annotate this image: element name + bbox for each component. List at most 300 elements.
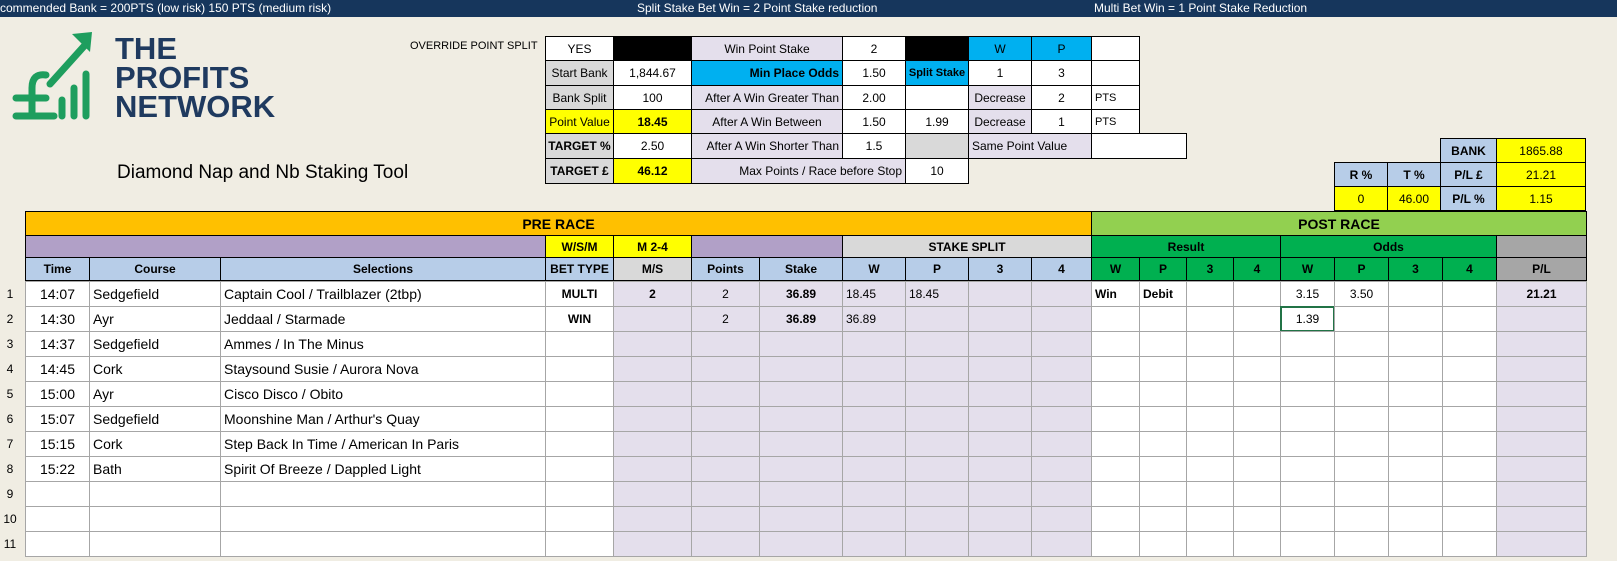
cell-selection[interactable]: Jeddaal / Starmade: [220, 306, 546, 332]
cell-split-w[interactable]: 18.45: [842, 281, 906, 307]
cell-result-w[interactable]: [1091, 331, 1140, 357]
col-course: Course: [89, 257, 221, 281]
cell-odds-p[interactable]: [1334, 531, 1389, 557]
cell-result-w[interactable]: Win: [1091, 281, 1140, 307]
cell-course[interactable]: Cork: [89, 431, 221, 457]
max-points-value[interactable]: 10: [905, 158, 969, 184]
bank-split-value[interactable]: 100: [613, 85, 692, 110]
cell-time[interactable]: 14:30: [25, 306, 90, 332]
data-rows: [0, 281, 1617, 561]
cell-stake[interactable]: [759, 381, 843, 407]
post-race-header: POST RACE: [1091, 211, 1587, 236]
cell-split-p[interactable]: [905, 506, 969, 532]
cell-split-p[interactable]: [905, 431, 969, 457]
cell-split-3[interactable]: [968, 481, 1032, 507]
col-split-3: 3: [968, 257, 1032, 281]
cell-course[interactable]: Sedgefield: [89, 281, 221, 307]
col-split-4: 4: [1031, 257, 1092, 281]
row-number: 4: [6, 362, 14, 376]
cell-points[interactable]: 2: [691, 306, 760, 332]
cell-course[interactable]: [89, 481, 221, 507]
empty-cell: [905, 133, 969, 159]
cell-pl[interactable]: [1496, 531, 1587, 557]
row-number: 8: [6, 462, 14, 476]
cell-split-3[interactable]: [968, 431, 1032, 457]
cell-bet-type[interactable]: [545, 431, 614, 457]
cell-stake[interactable]: [759, 356, 843, 382]
cell-result-p[interactable]: [1139, 456, 1187, 482]
cell-odds-w[interactable]: [1280, 406, 1335, 432]
cell-bet-type[interactable]: [545, 481, 614, 507]
cell-time[interactable]: 14:45: [25, 356, 90, 382]
col-odds-4: 4: [1442, 257, 1497, 281]
cell-result-4[interactable]: [1233, 356, 1281, 382]
cell-points[interactable]: [691, 381, 760, 407]
cell-odds-p[interactable]: [1334, 481, 1389, 507]
cell-ms[interactable]: [613, 331, 692, 357]
cell-pl[interactable]: [1496, 431, 1587, 457]
cell-bet-type[interactable]: [545, 331, 614, 357]
logo-line-2: PROFITS: [115, 60, 250, 95]
cell-odds-w[interactable]: [1280, 456, 1335, 482]
cell-odds-3[interactable]: [1388, 281, 1443, 307]
decrease-value-1[interactable]: 2: [1031, 85, 1092, 110]
cell-pl[interactable]: [1496, 456, 1587, 482]
row-number: 9: [6, 487, 14, 501]
cell-result-w[interactable]: [1091, 356, 1140, 382]
cell-ms[interactable]: [613, 431, 692, 457]
cell-result-4[interactable]: [1233, 281, 1281, 307]
cell-result-p[interactable]: [1139, 331, 1187, 357]
cell-ms[interactable]: [613, 406, 692, 432]
cell-points[interactable]: [691, 506, 760, 532]
cell-result-4[interactable]: [1233, 431, 1281, 457]
cell-odds-4[interactable]: [1442, 506, 1497, 532]
cell-split-p[interactable]: [905, 481, 969, 507]
cell-split-4[interactable]: [1031, 306, 1092, 332]
cell-odds-p[interactable]: [1334, 331, 1389, 357]
max-points-label: Max Points / Race before Stop: [691, 158, 906, 184]
empty-cell: [1091, 133, 1187, 159]
cell-result-p[interactable]: [1139, 481, 1187, 507]
cell-split-3[interactable]: [968, 506, 1032, 532]
m24-header: M 2-4: [613, 235, 692, 258]
cell-points[interactable]: [691, 456, 760, 482]
cell-selection[interactable]: [220, 481, 546, 507]
cell-result-3[interactable]: [1186, 381, 1234, 407]
logo-line-3: NETWORK: [115, 89, 276, 124]
cell-result-w[interactable]: [1091, 531, 1140, 557]
cell-odds-w[interactable]: 3.15: [1280, 281, 1335, 307]
pl-pct-label: P/L %: [1440, 186, 1497, 211]
cell-ms[interactable]: [613, 381, 692, 407]
cell-result-4[interactable]: [1233, 481, 1281, 507]
decrease-value-2[interactable]: 1: [1031, 109, 1092, 134]
cell-time[interactable]: 14:37: [25, 331, 90, 357]
cell-result-w[interactable]: [1091, 406, 1140, 432]
cell-split-4[interactable]: [1031, 481, 1092, 507]
col-ms: M/S: [613, 257, 692, 281]
cell-odds-w[interactable]: [1280, 381, 1335, 407]
cell-split-w[interactable]: [842, 331, 906, 357]
cell-result-p[interactable]: Debit: [1139, 281, 1187, 307]
cell-split-3[interactable]: [968, 281, 1032, 307]
cell-stake[interactable]: 36.89: [759, 281, 843, 307]
start-bank-value[interactable]: 1,844.67: [613, 60, 692, 86]
same-point-value-label: Same Point Value: [968, 133, 1092, 159]
cell-odds-4[interactable]: [1442, 406, 1497, 432]
cell-points[interactable]: [691, 531, 760, 557]
col-selections: Selections: [220, 257, 546, 281]
cell-odds-p[interactable]: [1334, 456, 1389, 482]
cell-odds-4[interactable]: [1442, 381, 1497, 407]
cell-bet-type[interactable]: [545, 406, 614, 432]
cell-result-3[interactable]: [1186, 281, 1234, 307]
wsm-header: W/S/M: [545, 235, 614, 258]
cell-odds-3[interactable]: [1388, 481, 1443, 507]
cell-odds-p[interactable]: [1334, 506, 1389, 532]
cell-odds-4[interactable]: [1442, 356, 1497, 382]
cell-result-p[interactable]: [1139, 306, 1187, 332]
col-bet-type: BET TYPE: [545, 257, 614, 281]
cell-split-4[interactable]: [1031, 381, 1092, 407]
cell-split-p[interactable]: [905, 381, 969, 407]
cell-pl[interactable]: [1496, 481, 1587, 507]
row-number: 10: [3, 512, 17, 526]
pre-race-header: PRE RACE: [25, 211, 1092, 236]
cell-result-w[interactable]: [1091, 506, 1140, 532]
cell-ms[interactable]: [613, 531, 692, 557]
cell-odds-w[interactable]: [1280, 506, 1335, 532]
col-time: Time: [25, 257, 90, 281]
cell-split-3[interactable]: [968, 306, 1032, 332]
cell-split-w[interactable]: [842, 531, 906, 557]
row-number: 5: [6, 387, 14, 401]
cell-ms[interactable]: [613, 456, 692, 482]
cell-split-4[interactable]: [1031, 281, 1092, 307]
cell-time[interactable]: 15:15: [25, 431, 90, 457]
cell-points[interactable]: [691, 356, 760, 382]
cell-result-4[interactable]: [1233, 331, 1281, 357]
cell-stake[interactable]: [759, 431, 843, 457]
cell-odds-4[interactable]: [1442, 456, 1497, 482]
after-win-between-low[interactable]: 1.50: [842, 109, 906, 134]
cell-split-p[interactable]: 18.45: [905, 281, 969, 307]
logo: [10, 28, 100, 124]
cell-time[interactable]: [25, 481, 90, 507]
cell-result-4[interactable]: [1233, 456, 1281, 482]
cell-selection[interactable]: Cisco Disco / Obito: [220, 381, 546, 407]
cell-split-3[interactable]: [968, 531, 1032, 557]
cell-selection[interactable]: [220, 506, 546, 532]
cell-odds-3[interactable]: [1388, 506, 1443, 532]
r-pct-label: R %: [1334, 162, 1388, 187]
override-value[interactable]: YES: [545, 36, 614, 61]
cell-result-w[interactable]: [1091, 306, 1140, 332]
cell-selection[interactable]: Staysound Susie / Aurora Nova: [220, 356, 546, 382]
cell-course[interactable]: Sedgefield: [89, 331, 221, 357]
after-win-between-high[interactable]: 1.99: [905, 109, 969, 134]
blank-black-cell: [613, 36, 692, 61]
cell-bet-type[interactable]: [545, 456, 614, 482]
target-pct-value[interactable]: 2.50: [613, 133, 692, 159]
cell-ms[interactable]: [613, 481, 692, 507]
cell-time[interactable]: 14:07: [25, 281, 90, 307]
win-point-stake-label: Win Point Stake: [691, 36, 843, 61]
cell-stake[interactable]: [759, 506, 843, 532]
cell-time[interactable]: 15:00: [25, 381, 90, 407]
cell-result-4[interactable]: [1233, 531, 1281, 557]
cell-selection[interactable]: Step Back In Time / American In Paris: [220, 431, 546, 457]
cell-result-3[interactable]: [1186, 406, 1234, 432]
cell-odds-p[interactable]: [1334, 306, 1389, 332]
cell-odds-w[interactable]: [1280, 431, 1335, 457]
cell-odds-p[interactable]: [1334, 406, 1389, 432]
col-odds-p: P: [1334, 257, 1389, 281]
cell-split-3[interactable]: [968, 406, 1032, 432]
decrease-label-1: Decrease: [968, 85, 1032, 110]
cell-course[interactable]: [89, 531, 221, 557]
cell-odds-p[interactable]: [1334, 356, 1389, 382]
cell-odds-3[interactable]: [1388, 306, 1443, 332]
cell-result-p[interactable]: [1139, 531, 1187, 557]
cell-odds-p[interactable]: [1334, 381, 1389, 407]
cell-stake[interactable]: 36.89: [759, 306, 843, 332]
cell-split-3[interactable]: [968, 456, 1032, 482]
cell-points[interactable]: [691, 331, 760, 357]
bank-label: BANK: [1440, 138, 1497, 163]
win-point-stake-value[interactable]: 2: [842, 36, 906, 61]
col-split-w: W: [842, 257, 906, 281]
col-pl: P/L: [1496, 257, 1587, 281]
empty-cell: [1091, 60, 1140, 86]
cell-result-3[interactable]: [1186, 481, 1234, 507]
cell-stake[interactable]: [759, 456, 843, 482]
cell-result-3[interactable]: [1186, 456, 1234, 482]
after-win-shorter-label: After A Win Shorter Than: [691, 133, 843, 159]
cell-selection[interactable]: Ammes / In The Minus: [220, 331, 546, 357]
pre-race-band: [25, 235, 546, 258]
cell-result-4[interactable]: [1233, 381, 1281, 407]
empty-cell: [1091, 36, 1140, 61]
cell-selection[interactable]: Moonshine Man / Arthur's Quay: [220, 406, 546, 432]
cell-ms[interactable]: 2: [613, 281, 692, 307]
cell-stake[interactable]: [759, 531, 843, 557]
cell-pl[interactable]: [1496, 356, 1587, 382]
banner-multi-note: Multi Bet Win = 1 Point Stake Reduction: [1094, 1, 1308, 15]
active-cell[interactable]: 1.39: [1280, 306, 1335, 332]
cell-odds-w[interactable]: [1280, 356, 1335, 382]
cell-time[interactable]: 15:22: [25, 456, 90, 482]
split-w-header: W: [968, 36, 1032, 61]
cell-split-p[interactable]: [905, 406, 969, 432]
cell-course[interactable]: Bath: [89, 456, 221, 482]
cell-ms[interactable]: [613, 306, 692, 332]
cell-pl[interactable]: [1496, 406, 1587, 432]
cell-split-p[interactable]: [905, 356, 969, 382]
cell-result-3[interactable]: [1186, 506, 1234, 532]
cell-points[interactable]: [691, 431, 760, 457]
cell-split-3[interactable]: [968, 381, 1032, 407]
cell-pl[interactable]: 21.21: [1496, 281, 1587, 307]
pl-pct-value: 1.15: [1496, 186, 1586, 211]
cell-odds-3[interactable]: [1388, 381, 1443, 407]
col-result-p: P: [1139, 257, 1187, 281]
cell-odds-4[interactable]: [1442, 481, 1497, 507]
cell-odds-w[interactable]: [1280, 481, 1335, 507]
after-win-greater-label: After A Win Greater Than: [691, 85, 843, 110]
cell-odds-3[interactable]: [1388, 531, 1443, 557]
cell-course[interactable]: Cork: [89, 356, 221, 382]
cell-split-w[interactable]: [842, 506, 906, 532]
r-pct-value: 0: [1334, 186, 1388, 211]
cell-bet-type[interactable]: [545, 381, 614, 407]
pl-gbp-label: P/L £: [1440, 162, 1497, 187]
cell-split-3[interactable]: [968, 331, 1032, 357]
cell-course[interactable]: Sedgefield: [89, 406, 221, 432]
cell-selection[interactable]: Spirit Of Breeze / Dappled Light: [220, 456, 546, 482]
cell-split-p[interactable]: [905, 306, 969, 332]
cell-split-w[interactable]: [842, 381, 906, 407]
cell-result-4[interactable]: [1233, 506, 1281, 532]
cell-selection[interactable]: [220, 531, 546, 557]
split-stake-label: Split Stake: [905, 60, 969, 86]
cell-course[interactable]: Ayr: [89, 381, 221, 407]
cell-result-4[interactable]: [1233, 406, 1281, 432]
cell-time[interactable]: 15:07: [25, 406, 90, 432]
row-number: 6: [6, 412, 14, 426]
cell-selection[interactable]: Captain Cool / Trailblazer (2tbp): [220, 281, 546, 307]
cell-course[interactable]: [89, 506, 221, 532]
cell-stake[interactable]: [759, 481, 843, 507]
col-result-w: W: [1091, 257, 1140, 281]
cell-bet-type[interactable]: [545, 356, 614, 382]
after-win-between-label: After A Win Between: [691, 109, 843, 134]
decrease-label-2: Decrease: [968, 109, 1032, 134]
cell-split-w[interactable]: [842, 481, 906, 507]
cell-split-4[interactable]: [1031, 356, 1092, 382]
cell-result-w[interactable]: [1091, 431, 1140, 457]
t-pct-label: T %: [1387, 162, 1441, 187]
t-pct-value: 46.00: [1387, 186, 1441, 211]
cell-split-4[interactable]: [1031, 431, 1092, 457]
cell-result-3[interactable]: [1186, 431, 1234, 457]
cell-odds-4[interactable]: [1442, 306, 1497, 332]
cell-result-p[interactable]: [1139, 381, 1187, 407]
cell-split-4[interactable]: [1031, 456, 1092, 482]
cell-odds-3[interactable]: [1388, 406, 1443, 432]
split-w-value[interactable]: 1: [968, 60, 1032, 86]
min-place-odds-value[interactable]: 1.50: [842, 60, 906, 86]
cell-pl[interactable]: [1496, 381, 1587, 407]
cell-odds-3[interactable]: [1388, 456, 1443, 482]
cell-ms[interactable]: [613, 356, 692, 382]
cell-points[interactable]: 2: [691, 281, 760, 307]
cell-stake[interactable]: [759, 406, 843, 432]
cell-result-3[interactable]: [1186, 531, 1234, 557]
cell-split-w[interactable]: [842, 356, 906, 382]
after-win-greater-value[interactable]: 2.00: [842, 85, 906, 110]
cell-points[interactable]: [691, 481, 760, 507]
row-number: 3: [6, 337, 14, 351]
cell-bet-type[interactable]: [545, 531, 614, 557]
cell-odds-4[interactable]: [1442, 431, 1497, 457]
row-number: 7: [6, 437, 14, 451]
cell-result-3[interactable]: [1186, 331, 1234, 357]
cell-time[interactable]: [25, 531, 90, 557]
cell-result-4[interactable]: [1233, 306, 1281, 332]
cell-split-p[interactable]: [905, 456, 969, 482]
cell-result-3[interactable]: [1186, 356, 1234, 382]
pound-chart-arrow-icon: [10, 28, 100, 124]
cell-pl[interactable]: [1496, 331, 1587, 357]
cell-bet-type[interactable]: WIN: [545, 306, 614, 332]
cell-bet-type[interactable]: [545, 506, 614, 532]
cell-odds-3[interactable]: [1388, 331, 1443, 357]
cell-split-p[interactable]: [905, 331, 969, 357]
after-win-shorter-value[interactable]: 1.5: [842, 133, 906, 159]
banner-split-note: Split Stake Bet Win = 2 Point Stake reduction: [637, 1, 878, 15]
start-bank-label: Start Bank: [545, 60, 614, 86]
cell-result-p[interactable]: [1139, 431, 1187, 457]
cell-pl[interactable]: [1496, 506, 1587, 532]
row-number: 1: [6, 287, 14, 301]
cell-result-3[interactable]: [1186, 306, 1234, 332]
cell-result-w[interactable]: [1091, 456, 1140, 482]
cell-split-w[interactable]: [842, 406, 906, 432]
cell-split-p[interactable]: [905, 531, 969, 557]
cell-split-4[interactable]: [1031, 506, 1092, 532]
cell-odds-w[interactable]: [1280, 531, 1335, 557]
cell-ms[interactable]: [613, 506, 692, 532]
row-number: 11: [3, 537, 17, 551]
cell-result-p[interactable]: [1139, 406, 1187, 432]
cell-result-w[interactable]: [1091, 381, 1140, 407]
cell-odds-3[interactable]: [1388, 431, 1443, 457]
cell-result-p[interactable]: [1139, 506, 1187, 532]
cell-split-w[interactable]: [842, 431, 906, 457]
cell-course[interactable]: Ayr: [89, 306, 221, 332]
cell-odds-w[interactable]: [1280, 331, 1335, 357]
cell-odds-p[interactable]: 3.50: [1334, 281, 1389, 307]
row-number: 2: [6, 312, 14, 326]
cell-bet-type[interactable]: MULTI: [545, 281, 614, 307]
cell-split-4[interactable]: [1031, 331, 1092, 357]
cell-time[interactable]: [25, 506, 90, 532]
cell-stake[interactable]: [759, 331, 843, 357]
cell-odds-4[interactable]: [1442, 281, 1497, 307]
cell-split-w[interactable]: [842, 456, 906, 482]
cell-odds-p[interactable]: [1334, 431, 1389, 457]
point-value-label: Point Value: [545, 109, 614, 134]
cell-split-4[interactable]: [1031, 531, 1092, 557]
pl-band: [1496, 235, 1587, 258]
cell-points[interactable]: [691, 406, 760, 432]
cell-split-4[interactable]: [1031, 406, 1092, 432]
pts-label-2: PTS: [1091, 109, 1140, 134]
points-band: [691, 235, 843, 258]
cell-odds-4[interactable]: [1442, 331, 1497, 357]
split-p-value[interactable]: 3: [1031, 60, 1092, 86]
cell-result-w[interactable]: [1091, 481, 1140, 507]
cell-result-p[interactable]: [1139, 356, 1187, 382]
cell-split-w[interactable]: 36.89: [842, 306, 906, 332]
cell-split-3[interactable]: [968, 356, 1032, 382]
cell-pl[interactable]: [1496, 306, 1587, 332]
cell-odds-3[interactable]: [1388, 356, 1443, 382]
bank-split-label: Bank Split: [545, 85, 614, 110]
cell-odds-4[interactable]: [1442, 531, 1497, 557]
